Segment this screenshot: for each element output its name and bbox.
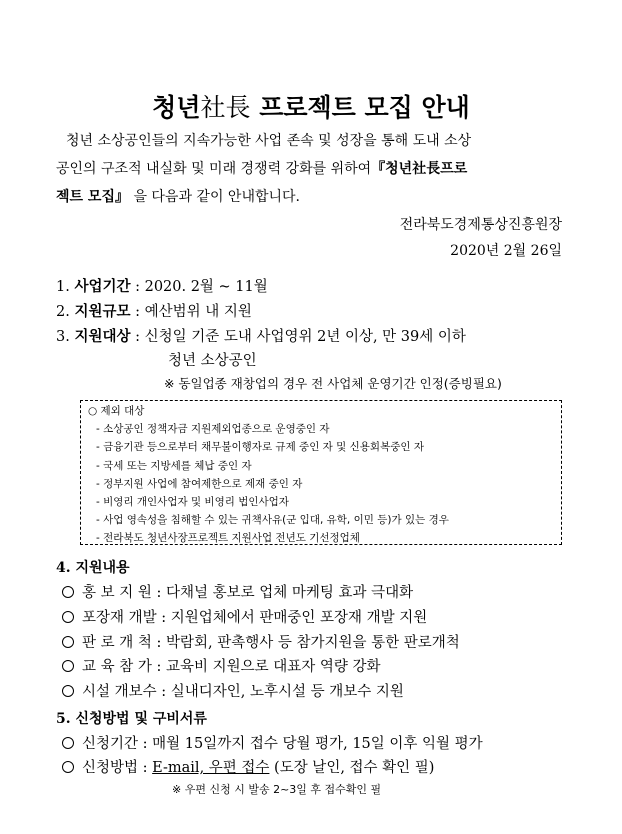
circle-bullet-icon bbox=[62, 660, 74, 672]
support-row: 홍 보 지 원 : 다채널 홍보로 업체 마케팅 효과 극대화 bbox=[62, 581, 413, 602]
item-target: 3. 지원대상 : 신청일 기준 도내 사업영위 2년 이상, 만 39세 이하 bbox=[56, 328, 466, 345]
circle-bullet-icon bbox=[62, 761, 74, 773]
intro-line-2: 공인의 구조적 내실화 및 미래 경쟁력 강화를 위하여『청년社長프로 bbox=[56, 161, 468, 177]
section-support-title: 4. 지원내용 bbox=[56, 560, 130, 576]
circle-bullet-icon bbox=[62, 737, 74, 749]
note-reestablish: ※ 동일업종 재창업의 경우 전 사업체 운영기간 인정(증빙필요) bbox=[164, 376, 502, 391]
support-row: 판 로 개 척 : 박람회, 판촉행사 등 참가지원을 통한 판로개척 bbox=[62, 631, 460, 652]
circle-bullet-icon bbox=[62, 685, 74, 697]
exclusion-line: - 금융기관 등으로부터 채무불이행자로 규제 중인 자 및 신용회복중인 자 bbox=[96, 441, 424, 453]
note-mail: ※ 우편 신청 시 발송 2~3일 후 접수확인 필 bbox=[172, 783, 382, 796]
circle-bullet-icon bbox=[62, 586, 74, 598]
exclusion-line: - 사업 영속성을 침해할 수 있는 귀책사유(군 입대, 유학, 이민 등)가 있는 경우 bbox=[96, 514, 449, 526]
document-date: 2020년 2월 26일 bbox=[450, 243, 562, 259]
item-period: 1. 사업기간 : 2020. 2월 ~ 11월 bbox=[56, 278, 268, 295]
circle-bullet-icon bbox=[62, 636, 74, 648]
item-target-cont: 청년 소상공인 bbox=[168, 353, 257, 369]
exclusion-line: - 국세 또는 지방세를 체납 중인 자 bbox=[96, 460, 252, 472]
item-scale: 2. 지원규모 : 예산범위 내 지원 bbox=[56, 303, 252, 320]
exclusion-line: - 비영리 개인사업자 및 비영리 법인사업자 bbox=[96, 496, 289, 508]
page-title: 청년社長 프로젝트 모집 안내 bbox=[152, 93, 470, 122]
exclusion-line: - 정부지원 사업에 참여제한으로 제재 중인 자 bbox=[96, 478, 303, 490]
support-row: 교 육 참 가 : 교육비 지원으로 대표자 역량 강화 bbox=[62, 655, 381, 676]
apply-period-row: 신청기간 : 매월 15일까지 접수 당월 평가, 15일 이후 익월 평가 bbox=[62, 732, 483, 753]
exclusion-line: - 전라북도 청년사장프로젝트 지원사업 전년도 기선정업체 bbox=[96, 532, 360, 544]
exclusion-header: ○ 제외 대상 bbox=[88, 405, 145, 417]
apply-method-row: 신청방법 : E-mail, 우편 접수 (도장 날인, 접수 확인 필) bbox=[62, 756, 434, 777]
section-apply-title: 5. 신청방법 및 구비서류 bbox=[56, 711, 207, 727]
exclusion-line: - 소상공인 정책자금 지원제외업종으로 운영중인 자 bbox=[96, 423, 330, 435]
intro-line-1: 청년 소상공인들의 지속가능한 사업 존속 및 성장을 통해 도내 소상 bbox=[66, 133, 472, 149]
organization-name: 전라북도경제통상진흥원장 bbox=[399, 217, 562, 233]
support-row: 포장재 개발 : 지원업체에서 판매중인 포장재 개발 지원 bbox=[62, 606, 427, 627]
intro-line-3: 젝트 모집』 을 다음과 같이 안내합니다. bbox=[56, 189, 301, 205]
circle-bullet-icon bbox=[62, 611, 74, 623]
support-row: 시설 개보수 : 실내디자인, 노후시설 등 개보수 지원 bbox=[62, 680, 404, 701]
apply-method-underlined: E-mail, 우편 접수 bbox=[152, 760, 270, 776]
